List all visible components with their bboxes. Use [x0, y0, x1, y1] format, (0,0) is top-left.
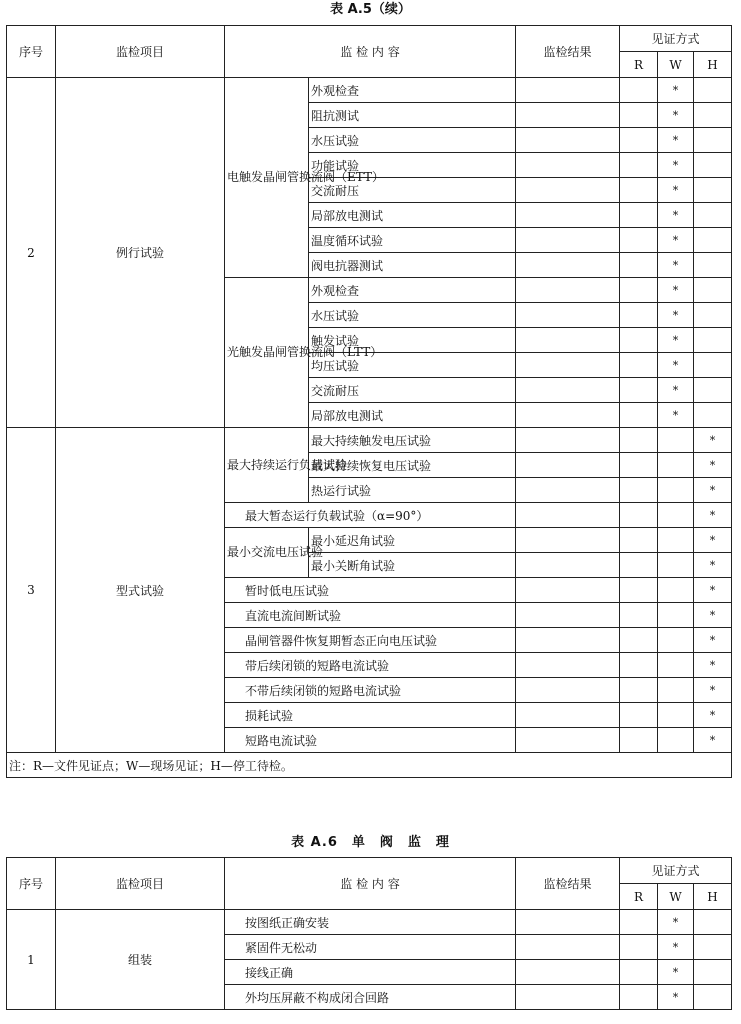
result-cell	[516, 303, 620, 328]
r-cell	[620, 503, 658, 528]
w-cell	[658, 578, 694, 603]
h-cell	[694, 303, 732, 328]
r-cell	[620, 103, 658, 128]
sub1-label: 最大持续运行负载试验	[225, 428, 309, 503]
h-mark: *	[694, 578, 732, 603]
test-name: 紧固件无松动	[225, 935, 516, 960]
table-row	[7, 910, 732, 935]
result-cell	[516, 153, 620, 178]
test-name: 均压试验	[309, 353, 516, 378]
test-name: 热运行试验	[309, 478, 516, 503]
h-mark: *	[694, 428, 732, 453]
w-mark: *	[658, 378, 694, 403]
result-cell	[516, 703, 620, 728]
w-cell	[658, 428, 694, 453]
table-note: 注：R—文件见证点；W—现场见证；H—停工待检。	[7, 753, 732, 778]
result-cell	[516, 203, 620, 228]
result-cell	[516, 128, 620, 153]
row-item: 型式试验	[56, 428, 225, 753]
table-a6	[6, 857, 732, 1010]
h-cell	[694, 278, 732, 303]
header-content: 监 检 内 容	[225, 26, 516, 78]
h-cell	[694, 128, 732, 153]
header-w: W	[658, 884, 694, 910]
header-r: R	[620, 884, 658, 910]
w-mark: *	[658, 253, 694, 278]
r-cell	[620, 628, 658, 653]
result-cell	[516, 910, 620, 935]
h-cell	[694, 328, 732, 353]
w-mark: *	[658, 910, 694, 935]
result-cell	[516, 653, 620, 678]
row-item: 例行试验	[56, 78, 225, 428]
r-cell	[620, 578, 658, 603]
test-name: 局部放电测试	[309, 403, 516, 428]
test-name: 局部放电测试	[309, 203, 516, 228]
header-witness: 见证方式	[620, 26, 732, 52]
r-cell	[620, 378, 658, 403]
r-cell	[620, 203, 658, 228]
test-name: 最小关断角试验	[309, 553, 516, 578]
r-cell	[620, 178, 658, 203]
result-cell	[516, 78, 620, 103]
r-cell	[620, 985, 658, 1010]
header-r: R	[620, 52, 658, 78]
w-mark: *	[658, 278, 694, 303]
row-seq: 1	[7, 910, 56, 1010]
r-cell	[620, 528, 658, 553]
ett-label: 电触发晶闸管换流阀（ETT）	[225, 78, 309, 278]
test-name: 直流电流间断试验	[225, 603, 516, 628]
result-cell	[516, 503, 620, 528]
w-cell	[658, 478, 694, 503]
test-name: 外均压屏蔽不构成闭合回路	[225, 985, 516, 1010]
r-cell	[620, 328, 658, 353]
w-cell	[658, 678, 694, 703]
r-cell	[620, 228, 658, 253]
result-cell	[516, 935, 620, 960]
h-mark: *	[694, 653, 732, 678]
result-cell	[516, 278, 620, 303]
test-name: 带后续闭锁的短路电流试验	[225, 653, 516, 678]
w-cell	[658, 703, 694, 728]
h-mark: *	[694, 603, 732, 628]
table-a5	[6, 25, 732, 778]
h-mark: *	[694, 478, 732, 503]
result-cell	[516, 378, 620, 403]
r-cell	[620, 303, 658, 328]
result-cell	[516, 553, 620, 578]
r-cell	[620, 703, 658, 728]
h-cell	[694, 228, 732, 253]
test-name: 触发试验	[309, 328, 516, 353]
result-cell	[516, 253, 620, 278]
result-cell	[516, 578, 620, 603]
w-mark: *	[658, 103, 694, 128]
h-mark: *	[694, 528, 732, 553]
r-cell	[620, 428, 658, 453]
sub2-label: 最小交流电压试验	[225, 528, 309, 578]
test-name: 最大暂态运行负载试验（α=90°）	[225, 503, 516, 528]
h-cell	[694, 253, 732, 278]
test-name: 交流耐压	[309, 178, 516, 203]
r-cell	[620, 603, 658, 628]
test-name: 最小延迟角试验	[309, 528, 516, 553]
h-cell	[694, 910, 732, 935]
w-mark: *	[658, 403, 694, 428]
result-cell	[516, 453, 620, 478]
w-mark: *	[658, 328, 694, 353]
table-a5-caption: 表 A.5（续）	[330, 2, 411, 17]
w-mark: *	[658, 935, 694, 960]
result-cell	[516, 328, 620, 353]
w-cell	[658, 528, 694, 553]
result-cell	[516, 960, 620, 985]
header-content: 监 检 内 容	[225, 858, 516, 910]
r-cell	[620, 553, 658, 578]
table-a6-caption: 表 A.6 单 阀 监 理	[291, 835, 450, 850]
r-cell	[620, 128, 658, 153]
w-mark: *	[658, 178, 694, 203]
test-name: 不带后续闭锁的短路电流试验	[225, 678, 516, 703]
result-cell	[516, 985, 620, 1010]
test-name: 按图纸正确安装	[225, 910, 516, 935]
r-cell	[620, 678, 658, 703]
test-name: 晶闸管器件恢复期暂态正向电压试验	[225, 628, 516, 653]
test-name: 接线正确	[225, 960, 516, 985]
test-name: 阻抗测试	[309, 103, 516, 128]
header-h: H	[694, 884, 732, 910]
test-name: 暂时低电压试验	[225, 578, 516, 603]
row-item: 组装	[56, 910, 225, 1010]
result-cell	[516, 403, 620, 428]
test-name: 水压试验	[309, 128, 516, 153]
w-cell	[658, 653, 694, 678]
header-result: 监检结果	[516, 858, 620, 910]
w-cell	[658, 603, 694, 628]
result-cell	[516, 178, 620, 203]
w-mark: *	[658, 303, 694, 328]
header-h: H	[694, 52, 732, 78]
r-cell	[620, 153, 658, 178]
h-cell	[694, 403, 732, 428]
r-cell	[620, 253, 658, 278]
result-cell	[516, 528, 620, 553]
h-cell	[694, 935, 732, 960]
r-cell	[620, 278, 658, 303]
h-mark: *	[694, 453, 732, 478]
header-item: 监检项目	[56, 26, 225, 78]
test-name: 阀电抗器测试	[309, 253, 516, 278]
test-name: 交流耐压	[309, 378, 516, 403]
r-cell	[620, 960, 658, 985]
h-cell	[694, 153, 732, 178]
h-mark: *	[694, 553, 732, 578]
w-mark: *	[658, 228, 694, 253]
r-cell	[620, 478, 658, 503]
header-item: 监检项目	[56, 858, 225, 910]
header-result: 监检结果	[516, 26, 620, 78]
w-mark: *	[658, 353, 694, 378]
test-name: 外观检查	[309, 78, 516, 103]
test-name: 功能试验	[309, 153, 516, 178]
table-row	[7, 428, 732, 453]
r-cell	[620, 728, 658, 753]
h-cell	[694, 178, 732, 203]
r-cell	[620, 910, 658, 935]
result-cell	[516, 603, 620, 628]
w-mark: *	[658, 203, 694, 228]
result-cell	[516, 428, 620, 453]
test-name: 水压试验	[309, 303, 516, 328]
test-name: 最大持续恢复电压试验	[309, 453, 516, 478]
row-seq: 2	[7, 78, 56, 428]
ltt-label: 光触发晶闸管换流阀（LTT）	[225, 278, 309, 428]
result-cell	[516, 228, 620, 253]
r-cell	[620, 353, 658, 378]
h-cell	[694, 103, 732, 128]
h-mark: *	[694, 503, 732, 528]
row-seq: 3	[7, 428, 56, 753]
h-mark: *	[694, 728, 732, 753]
w-mark: *	[658, 153, 694, 178]
w-mark: *	[658, 128, 694, 153]
test-name: 短路电流试验	[225, 728, 516, 753]
header-w: W	[658, 52, 694, 78]
test-name: 损耗试验	[225, 703, 516, 728]
h-cell	[694, 960, 732, 985]
r-cell	[620, 653, 658, 678]
w-mark: *	[658, 960, 694, 985]
h-mark: *	[694, 703, 732, 728]
w-cell	[658, 503, 694, 528]
r-cell	[620, 453, 658, 478]
h-cell	[694, 378, 732, 403]
result-cell	[516, 103, 620, 128]
result-cell	[516, 678, 620, 703]
header-seq: 序号	[7, 858, 56, 910]
h-cell	[694, 985, 732, 1010]
h-cell	[694, 353, 732, 378]
test-name: 外观检查	[309, 278, 516, 303]
header-witness: 见证方式	[620, 858, 732, 884]
result-cell	[516, 478, 620, 503]
h-mark: *	[694, 678, 732, 703]
result-cell	[516, 353, 620, 378]
h-cell	[694, 78, 732, 103]
w-cell	[658, 628, 694, 653]
test-name: 温度循环试验	[309, 228, 516, 253]
r-cell	[620, 78, 658, 103]
h-cell	[694, 203, 732, 228]
result-cell	[516, 628, 620, 653]
h-mark: *	[694, 628, 732, 653]
w-mark: *	[658, 985, 694, 1010]
w-mark: *	[658, 78, 694, 103]
w-cell	[658, 453, 694, 478]
r-cell	[620, 935, 658, 960]
note-row	[7, 753, 732, 778]
header-seq: 序号	[7, 26, 56, 78]
table-row	[7, 78, 732, 103]
r-cell	[620, 403, 658, 428]
w-cell	[658, 728, 694, 753]
w-cell	[658, 553, 694, 578]
test-name: 最大持续触发电压试验	[309, 428, 516, 453]
result-cell	[516, 728, 620, 753]
